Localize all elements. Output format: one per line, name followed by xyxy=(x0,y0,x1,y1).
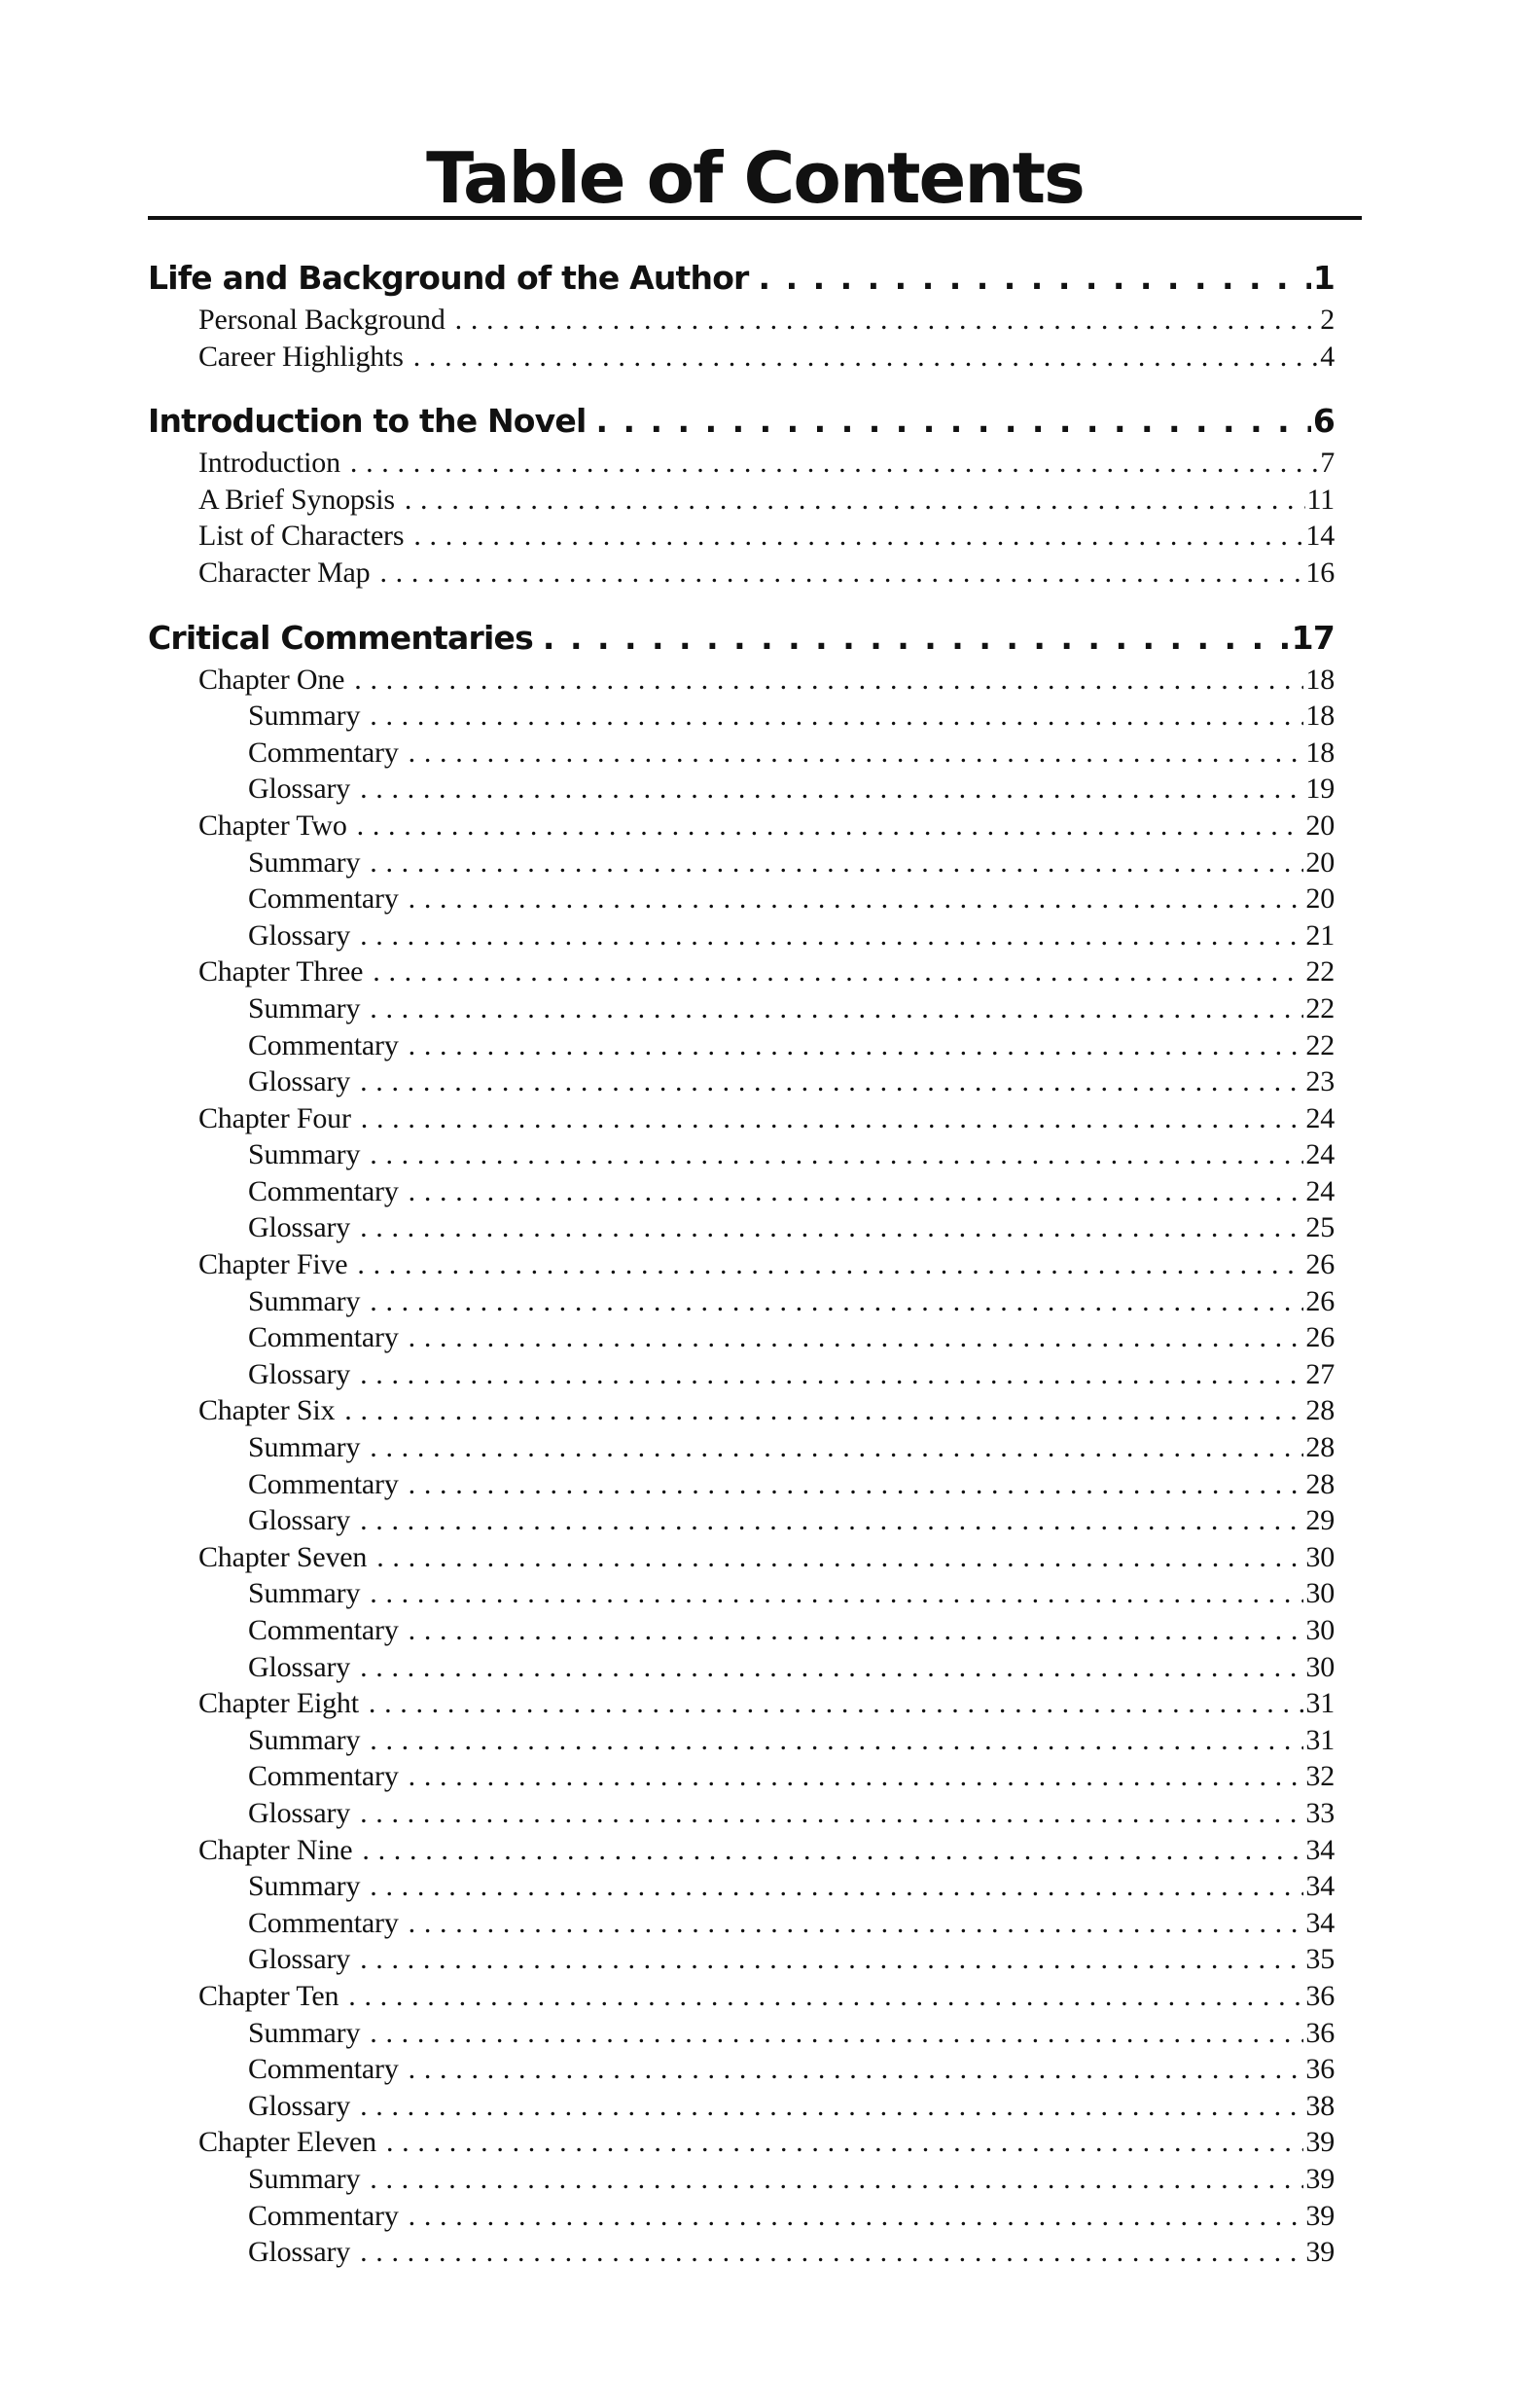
toc-entry-page-number: 26 xyxy=(1305,1321,1335,1354)
toc-entry-page-number: 7 xyxy=(1320,447,1335,480)
dot-leader xyxy=(360,1941,1303,1978)
toc-subentry[interactable] xyxy=(148,2161,1335,2198)
toc-entry-page-number: 22 xyxy=(1305,991,1335,1024)
dot-leader xyxy=(413,518,1303,555)
toc-subentry[interactable] xyxy=(148,1758,1335,1795)
toc-entry-label: Character Map xyxy=(198,556,371,589)
toc-entry-label: Commentary xyxy=(248,1467,399,1500)
toc-entry-page-number: 28 xyxy=(1305,1467,1335,1500)
dot-leader xyxy=(409,1466,1304,1503)
dot-leader xyxy=(455,302,1319,339)
toc-subentry[interactable] xyxy=(148,735,1335,772)
toc-subentry[interactable] xyxy=(148,2198,1335,2235)
toc-entry-label: Glossary xyxy=(248,1357,351,1390)
toc-entry-label: List of Characters xyxy=(198,520,405,553)
toc-entry-label: Summary xyxy=(248,1870,361,1903)
toc-entry-page-number: 6 xyxy=(1312,402,1335,441)
dot-leader xyxy=(543,615,1290,662)
dot-leader xyxy=(370,1283,1303,1320)
toc-entry-page-number: 21 xyxy=(1305,918,1335,952)
dot-leader xyxy=(409,881,1304,917)
toc-entry-label: Glossary xyxy=(248,1065,351,1098)
dot-leader xyxy=(409,1758,1304,1795)
toc-subentry[interactable] xyxy=(148,990,1335,1027)
toc-entry-label: Glossary xyxy=(248,1943,351,1976)
toc-subentry[interactable] xyxy=(148,1283,1335,1320)
toc-subentry[interactable] xyxy=(148,2234,1335,2271)
toc-subentry[interactable] xyxy=(148,2051,1335,2088)
toc-entry-page-number: 18 xyxy=(1305,700,1335,733)
toc-entry-label: Summary xyxy=(248,2016,361,2049)
toc-entry[interactable] xyxy=(148,1685,1335,1722)
toc-entry-page-number: 39 xyxy=(1305,2199,1335,2232)
dot-leader xyxy=(379,555,1303,592)
toc-entry-label: Commentary xyxy=(248,1321,399,1354)
toc-entry[interactable] xyxy=(148,518,1335,555)
toc-entry-page-number: 27 xyxy=(1305,1357,1335,1390)
toc-entry-page-number: 30 xyxy=(1305,1614,1335,1646)
toc-entry-label: Summary xyxy=(248,845,361,879)
toc-entry-page-number: 20 xyxy=(1305,809,1335,842)
dot-leader xyxy=(360,1356,1303,1393)
toc-entry-label: Chapter Ten xyxy=(198,1979,339,2012)
toc-entry[interactable] xyxy=(148,339,1335,376)
toc-entry-page-number: 26 xyxy=(1305,1248,1335,1281)
dot-leader xyxy=(595,398,1310,445)
toc-section-heading[interactable] xyxy=(148,255,1335,302)
toc-subentry[interactable] xyxy=(148,2015,1335,2052)
dot-leader xyxy=(362,1832,1303,1869)
toc-entry-label: Chapter Five xyxy=(198,1248,348,1281)
toc-entry-page-number: 28 xyxy=(1305,1394,1335,1427)
dot-leader xyxy=(370,2015,1303,2052)
toc-subentry[interactable] xyxy=(148,1795,1335,1832)
toc-entry[interactable] xyxy=(148,555,1335,592)
toc-entry-label: Chapter Four xyxy=(198,1101,351,1134)
toc-subentry[interactable] xyxy=(148,1868,1335,1905)
toc-entry[interactable] xyxy=(148,1246,1335,1283)
toc-entry-label: Summary xyxy=(248,1723,361,1756)
toc-entry[interactable] xyxy=(148,953,1335,990)
toc-entry-page-number: 2 xyxy=(1320,304,1335,336)
toc-entry-page-number: 24 xyxy=(1305,1174,1335,1207)
toc-entry-page-number: 33 xyxy=(1305,1796,1335,1829)
toc-entry[interactable] xyxy=(148,1978,1335,2015)
toc-entry-label: Career Highlights xyxy=(198,340,404,373)
dot-leader xyxy=(361,1100,1304,1137)
dot-leader xyxy=(370,1429,1303,1466)
toc-entry-page-number: 4 xyxy=(1320,340,1335,373)
dot-leader xyxy=(354,662,1303,699)
toc-entry-label: Introduction xyxy=(198,447,340,480)
toc-entry-label: Life and Background of the Author xyxy=(148,259,749,297)
toc-entry-page-number: 30 xyxy=(1305,1650,1335,1683)
toc-subentry[interactable] xyxy=(148,1612,1335,1649)
toc-entry-label: Commentary xyxy=(248,1614,399,1646)
toc-entry-page-number: 35 xyxy=(1305,1943,1335,1976)
dot-leader xyxy=(344,1392,1303,1429)
toc-entry-label: Glossary xyxy=(248,1504,351,1537)
toc-entry-label: Glossary xyxy=(248,2236,351,2269)
dot-leader xyxy=(386,2124,1303,2161)
dot-leader xyxy=(409,2198,1304,2235)
toc-entry-page-number: 39 xyxy=(1305,2162,1335,2195)
toc-entry-label: Summary xyxy=(248,991,361,1024)
toc-entry-label: Glossary xyxy=(248,1211,351,1244)
toc-entry-page-number: 20 xyxy=(1305,882,1335,916)
toc-entry-page-number: 36 xyxy=(1305,1979,1335,2012)
toc-entry-label: Chapter Eight xyxy=(198,1687,359,1720)
toc-entry-label: Summary xyxy=(248,2162,361,2195)
dot-leader xyxy=(409,1319,1304,1356)
toc-entry-label: Summary xyxy=(248,1577,361,1610)
toc-entry-label: Glossary xyxy=(248,773,351,806)
toc-entry-label: A Brief Synopsis xyxy=(198,483,395,516)
toc-entry-page-number: 24 xyxy=(1305,1138,1335,1171)
dot-leader xyxy=(405,482,1305,519)
toc-entry-page-number: 14 xyxy=(1305,520,1335,553)
toc-entry-label: Chapter Seven xyxy=(198,1540,368,1573)
toc-entry-page-number: 31 xyxy=(1305,1687,1335,1720)
toc-subentry[interactable] xyxy=(148,1136,1335,1173)
toc-entry-page-number: 23 xyxy=(1305,1065,1335,1098)
dot-leader xyxy=(370,2161,1303,2198)
toc-subentry[interactable] xyxy=(148,1722,1335,1759)
dot-leader xyxy=(360,2234,1303,2271)
dot-leader xyxy=(360,2088,1303,2125)
dot-leader xyxy=(376,1539,1303,1576)
toc-subentry[interactable] xyxy=(148,1466,1335,1503)
toc-entry-label: Chapter Eleven xyxy=(198,2126,376,2159)
dot-leader xyxy=(357,808,1304,845)
toc-entry-label: Commentary xyxy=(248,1174,399,1207)
toc-subentry[interactable] xyxy=(148,1429,1335,1466)
toc-entry-label: Commentary xyxy=(248,736,399,769)
dot-leader xyxy=(409,735,1304,772)
toc-entry[interactable] xyxy=(148,445,1335,482)
toc-entry-label: Commentary xyxy=(248,1028,399,1061)
toc-subentry[interactable] xyxy=(148,845,1335,881)
dot-leader xyxy=(409,2051,1304,2088)
toc-entry-label: Summary xyxy=(248,700,361,733)
dot-leader xyxy=(370,990,1303,1027)
table-of-contents xyxy=(148,255,1335,2271)
dot-leader xyxy=(360,917,1303,954)
toc-entry-label: Commentary xyxy=(248,1760,399,1793)
toc-entry-page-number: 26 xyxy=(1305,1284,1335,1317)
toc-entry[interactable] xyxy=(148,662,1335,699)
toc-entry-page-number: 32 xyxy=(1305,1760,1335,1793)
toc-entry[interactable] xyxy=(148,2124,1335,2161)
toc-entry-label: Glossary xyxy=(248,1796,351,1829)
dot-leader xyxy=(360,1502,1303,1539)
dot-leader xyxy=(360,1209,1303,1246)
toc-entry-label: Glossary xyxy=(248,918,351,952)
dot-leader xyxy=(413,339,1318,376)
toc-entry-page-number: 30 xyxy=(1305,1577,1335,1610)
toc-entry-label: Summary xyxy=(248,1284,361,1317)
toc-subentry[interactable] xyxy=(148,1173,1335,1210)
dot-leader xyxy=(409,1905,1304,1942)
toc-subentry[interactable] xyxy=(148,2088,1335,2125)
toc-entry-label: Critical Commentaries xyxy=(148,618,533,657)
toc-entry[interactable] xyxy=(148,1100,1335,1137)
toc-entry-page-number: 1 xyxy=(1312,259,1335,297)
toc-entry-label: Summary xyxy=(248,1138,361,1171)
toc-entry[interactable] xyxy=(148,1392,1335,1429)
toc-entry-page-number: 34 xyxy=(1305,1833,1335,1866)
toc-entry-label: Chapter Two xyxy=(198,809,347,842)
toc-entry-page-number: 19 xyxy=(1305,773,1335,806)
toc-entry-page-number: 16 xyxy=(1305,556,1335,589)
toc-subentry[interactable] xyxy=(148,1502,1335,1539)
toc-entry-page-number: 36 xyxy=(1305,2016,1335,2049)
toc-entry[interactable] xyxy=(148,1832,1335,1869)
dot-leader xyxy=(357,1246,1303,1283)
toc-entry-page-number: 17 xyxy=(1291,618,1335,657)
dot-leader xyxy=(409,1173,1304,1210)
dot-leader xyxy=(348,1978,1303,2015)
toc-entry-page-number: 18 xyxy=(1305,663,1335,696)
toc-entry-label: Glossary xyxy=(248,2089,351,2122)
toc-entry-page-number: 38 xyxy=(1305,2089,1335,2122)
dot-leader xyxy=(759,255,1311,302)
dot-leader xyxy=(409,1027,1304,1064)
toc-entry-label: Chapter Three xyxy=(198,955,364,988)
dot-leader xyxy=(350,445,1318,482)
dot-leader xyxy=(360,1063,1303,1100)
toc-entry-page-number: 24 xyxy=(1305,1101,1335,1134)
dot-leader xyxy=(360,1649,1303,1686)
toc-subentry[interactable] xyxy=(148,917,1335,954)
toc-entry-label: Commentary xyxy=(248,1906,399,1939)
toc-entry[interactable] xyxy=(148,808,1335,845)
toc-entry-page-number: 22 xyxy=(1305,955,1335,988)
toc-entry[interactable] xyxy=(148,482,1335,519)
toc-entry-page-number: 39 xyxy=(1305,2126,1335,2159)
toc-entry-label: Commentary xyxy=(248,2053,399,2086)
toc-entry-label: Personal Background xyxy=(198,304,445,336)
dot-leader xyxy=(370,1868,1303,1905)
toc-subentry[interactable] xyxy=(148,1209,1335,1246)
toc-subentry[interactable] xyxy=(148,1319,1335,1356)
toc-entry-label: Chapter One xyxy=(198,663,345,696)
toc-entry-label: Chapter Nine xyxy=(198,1833,353,1866)
dot-leader xyxy=(370,1722,1303,1759)
toc-entry-page-number: 28 xyxy=(1305,1431,1335,1464)
toc-subentry[interactable] xyxy=(148,881,1335,917)
toc-entry-label: Glossary xyxy=(248,1650,351,1683)
toc-entry-page-number: 34 xyxy=(1305,1906,1335,1939)
toc-entry-page-number: 30 xyxy=(1305,1540,1335,1573)
toc-entry-page-number: 20 xyxy=(1305,845,1335,879)
toc-entry-page-number: 11 xyxy=(1306,483,1335,516)
toc-entry-page-number: 31 xyxy=(1305,1723,1335,1756)
toc-entry[interactable] xyxy=(148,1539,1335,1576)
toc-entry-label: Chapter Six xyxy=(198,1394,336,1427)
toc-entry-label: Commentary xyxy=(248,882,399,916)
toc-entry[interactable] xyxy=(148,302,1335,339)
toc-section-heading[interactable] xyxy=(148,615,1335,662)
toc-entry-label: Summary xyxy=(248,1431,361,1464)
title-rule xyxy=(148,216,1362,220)
page-title: Table of Contents xyxy=(426,137,1084,219)
dot-leader xyxy=(373,953,1303,990)
dot-leader xyxy=(369,1685,1304,1722)
dot-leader xyxy=(360,771,1303,808)
dot-leader xyxy=(370,1136,1303,1173)
toc-entry-page-number: 22 xyxy=(1305,1028,1335,1061)
toc-subentry[interactable] xyxy=(148,771,1335,808)
dot-leader xyxy=(360,1795,1303,1832)
dot-leader xyxy=(370,845,1303,881)
toc-subentry[interactable] xyxy=(148,1649,1335,1686)
toc-entry-page-number: 39 xyxy=(1305,2236,1335,2269)
toc-entry-page-number: 25 xyxy=(1305,1211,1335,1244)
toc-subentry[interactable] xyxy=(148,1027,1335,1064)
toc-subentry[interactable] xyxy=(148,1941,1335,1978)
toc-subentry[interactable] xyxy=(148,1905,1335,1942)
toc-entry-page-number: 29 xyxy=(1305,1504,1335,1537)
toc-entry-label: Introduction to the Novel xyxy=(148,402,587,441)
toc-entry-page-number: 34 xyxy=(1305,1870,1335,1903)
toc-subentry[interactable] xyxy=(148,1063,1335,1100)
toc-subentry[interactable] xyxy=(148,698,1335,735)
dot-leader xyxy=(370,698,1303,735)
toc-entry-page-number: 36 xyxy=(1305,2053,1335,2086)
toc-subentry[interactable] xyxy=(148,1575,1335,1612)
toc-section-heading[interactable] xyxy=(148,398,1335,445)
toc-subentry[interactable] xyxy=(148,1356,1335,1393)
toc-entry-page-number: 18 xyxy=(1305,736,1335,769)
dot-leader xyxy=(409,1612,1304,1649)
toc-entry-label: Commentary xyxy=(248,2199,399,2232)
dot-leader xyxy=(370,1575,1303,1612)
